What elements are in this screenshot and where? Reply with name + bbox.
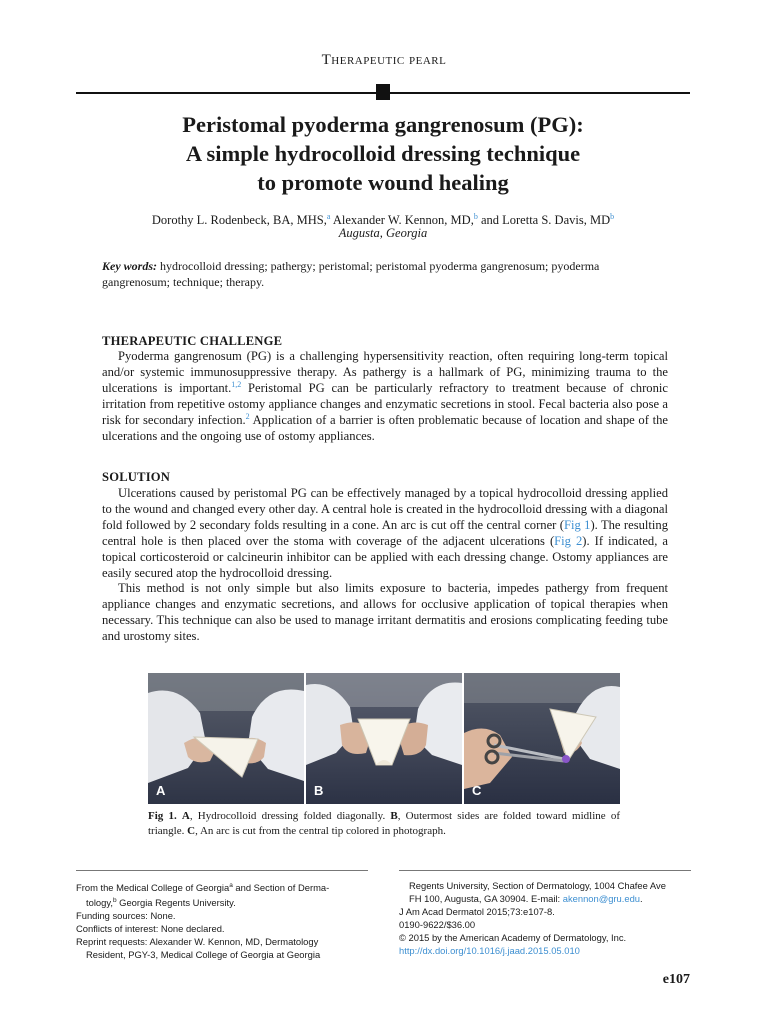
author-3-affil[interactable]: b xyxy=(610,212,615,221)
solution-text-b: ). The resulting central hole is then placed over the stoma with coverage of the adjacent ulcerations ( xyxy=(102,517,668,548)
keywords-text: hydrocolloid dressing; pathergy; peristomal; peristomal pyoderma gangrenosum; pyoderma gangrenosum; technique; therapy. xyxy=(102,259,600,289)
figure-1 xyxy=(148,673,620,804)
affil-text-d: Georgia Regents University. xyxy=(116,897,236,909)
page-number: e107 xyxy=(662,972,690,987)
caption-b-text: , Outermost sides are folded toward midline of triangle. xyxy=(148,810,620,837)
affil-text-a: From the Medical College of Georgia xyxy=(76,882,230,894)
affil-sup-b: b xyxy=(112,897,117,905)
figure-2-link[interactable]: Fig 2 xyxy=(554,533,583,548)
title-line-3: to promote wound healing xyxy=(257,170,509,195)
email-link[interactable]: akennon@gru.edu xyxy=(562,893,641,904)
affil-text-c: tology, xyxy=(86,897,113,909)
reprint-address: FH 100, Augusta, GA 30904. E-mail: xyxy=(409,893,563,904)
title-line-2: A simple hydrocolloid dressing technique xyxy=(185,141,581,166)
challenge-text-c: Application of a barrier is often problematic because of location and shape of the ulcerations and the ongoing use of ostomy appliances. xyxy=(102,412,668,443)
panel-c-label: C xyxy=(472,783,482,798)
panel-c-photo xyxy=(464,673,620,804)
footnote-reprint-3: Regents University, Section of Dermatology, 1004 Chafee Ave xyxy=(409,880,666,891)
author-2-affil[interactable]: b xyxy=(473,212,478,221)
journal-issn: 0190-9622/$36.00 xyxy=(399,919,476,930)
challenge-text-a: Pyoderma gangrenosum (PG) is a challenging hypersensitivity reaction, often requiring long-term topical and/or systemic immunosuppressive therapy. As pathergy is a hallmark of PG, minimizing trauma to the ulcerations is important. xyxy=(102,349,668,395)
figure-1-link[interactable]: Fig 1 xyxy=(563,517,591,532)
footnote-reprint-4 xyxy=(399,892,691,905)
article-title xyxy=(76,110,690,197)
panel-b-label: B xyxy=(314,783,324,798)
solution-paragraph-1 xyxy=(102,486,668,581)
caption-a-text: , Hydrocolloid dressing folded diagonally. xyxy=(189,810,391,822)
author-2: Alexander W. Kennon, MD, xyxy=(330,213,474,228)
solution-body xyxy=(102,486,668,645)
author-1-affil[interactable]: a xyxy=(326,212,331,221)
affil-sup-a: a xyxy=(229,882,233,889)
footnote-reprint-1: Reprint requests: Alexander W. Kennon, MD, Dermatology xyxy=(76,936,319,948)
panel-a-label: A xyxy=(156,783,166,798)
author-location: Augusta, Georgia xyxy=(338,226,428,240)
doi-link[interactable]: http://dx.doi.org/10.1016/j.jaad.2015.05.010 xyxy=(399,945,580,956)
header-rule-marker xyxy=(376,84,390,100)
caption-b-label: B xyxy=(390,810,398,822)
reference-link[interactable]: 2 xyxy=(245,411,250,421)
author-1: Dorothy L. Rodenbeck, BA, MHS, xyxy=(151,213,327,228)
footnote-affiliation-cont xyxy=(76,894,368,909)
solution-text-a: Ulcerations caused by peristomal PG can be effectively managed by a topical hydrocolloid dressing applied to the wound and changed every other day. A central hole is created in the hydrocolloid dressing with a diagonal fold followed by 2 secondary folds resulting in a cone. An arc is cut off the central corner ( xyxy=(102,486,668,532)
caption-a-label: A xyxy=(181,810,190,822)
affil-text-b: and Section of Derma- xyxy=(232,882,330,894)
challenge-body xyxy=(102,349,668,444)
journal-citation: J Am Acad Dermatol 2015;73:e107-8. xyxy=(399,906,555,917)
caption-c-label: C xyxy=(187,824,196,837)
solution-heading: SOLUTION xyxy=(102,470,171,484)
panel-a-photo xyxy=(148,673,304,804)
footnote-rule-left xyxy=(76,870,368,871)
keywords-label: Key words: xyxy=(102,259,157,273)
email-period: . xyxy=(640,893,643,904)
figure-panel-a xyxy=(148,673,304,804)
caption-c-text: , An arc is cut from the central tip colored in photograph. xyxy=(195,824,446,837)
figure-panel-c xyxy=(464,673,620,804)
keywords xyxy=(102,258,668,290)
footnote-conflicts: Conflicts of interest: None declared. xyxy=(76,923,225,935)
challenge-paragraph xyxy=(102,349,668,444)
section-label: Therapeutic pearl xyxy=(321,52,447,68)
solution-paragraph-2: This method is not only simple but also limits exposure to bacteria, impedes pathergy from frequent appliance changes and enzymatic secretions, and allows for occlusive application of topical therapies when necessary. This technique can also be used to manage irritant dermatitis and erosions complicating feeding tube and urostomy sites. xyxy=(102,581,668,644)
footnote-funding: Funding sources: None. xyxy=(76,910,176,922)
solution-text-c: ). If indicated, a topical corticosteroid or calcineurin inhibitor can be applied with each dressing change. Ostomy appliances are easily secured atop the hydrocolloid dressing. xyxy=(102,533,668,580)
footnote-affiliation xyxy=(76,879,368,894)
figure-caption xyxy=(148,809,620,838)
footnote-rule-right xyxy=(399,870,691,871)
title-line-1: Peristomal pyoderma gangrenosum (PG): xyxy=(182,112,584,137)
reference-link[interactable]: 1,2 xyxy=(231,379,242,389)
footnote-reprint-2: Resident, PGY-3, Medical College of Georgia at Georgia xyxy=(86,949,321,961)
figure-panel-b xyxy=(306,673,462,804)
author-3: and Loretta S. Davis, MD xyxy=(477,213,611,228)
copyright-notice: © 2015 by the American Academy of Dermatology, Inc. xyxy=(399,932,627,943)
challenge-text-b: Peristomal PG can be particularly refractory to treatment because of chronic irritation from repetitive ostomy appliance changes and enzymatic secretions in stool. Fecal bacteria also pose a risk for secondary infection. xyxy=(102,380,668,427)
challenge-heading: THERAPEUTIC CHALLENGE xyxy=(102,334,283,348)
caption-label: Fig 1. xyxy=(148,810,177,822)
panel-b-photo xyxy=(306,673,462,804)
footnotes-right xyxy=(399,879,691,957)
footnotes-left xyxy=(76,879,368,961)
